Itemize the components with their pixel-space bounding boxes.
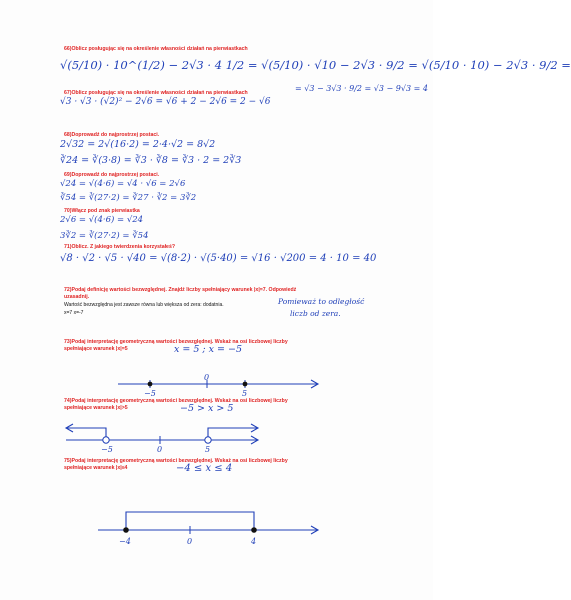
- task-67-work: √3 · √3 · (√2)² − 2√6 = √6 + 2 − 2√6 = 2 − √6: [60, 97, 271, 107]
- task-75-prompt-line-1: 75)Podaj interpretację geometryczną wartości bezwzględnej. Wskaż na osi liczbowej liczby: [64, 458, 288, 464]
- task-70-prompt: 70)Włącz pod znak pierwiastka: [64, 208, 140, 214]
- line-73-tick-5: 5: [242, 389, 248, 398]
- task-73-work: x = 5 ; x = −5: [174, 344, 243, 355]
- task-68-line-1: 2√32 = 2√(16·2) = 2·4·√2 = 8√2: [60, 139, 216, 150]
- task-71-prompt: 71)Oblicz. Z jakiego twierdzenia korzystałeś?: [64, 244, 175, 250]
- line-75-tick-neg4: −4: [119, 537, 131, 546]
- task-75-prompt-line-2: spełniające warunek |x|≤4: [64, 465, 128, 471]
- line-73-tick-neg5: −5: [144, 389, 156, 398]
- task-72-definition: Wartość bezwzględna jest zawsze równa lub większa od zera: dodatnia.: [64, 302, 224, 308]
- task-74-prompt-line-2: spełniające warunek |x|>5: [64, 405, 128, 411]
- task-67-prompt: 67)Oblicz posługując się na określenie własności działań na pierwiastkach: [64, 90, 248, 96]
- task-69-line-1: √24 = √(4·6) = √4 · √6 = 2√6: [60, 179, 186, 189]
- task-69-prompt: 69)Doprowadź do najprostrzej postaci.: [64, 172, 160, 178]
- task-73-prompt-line-1: 73)Podaj interpretację geometryczną wartości bezwzględnej. Wskaż na osi liczbowej liczby: [64, 339, 288, 345]
- line-74-tick-neg5: −5: [101, 445, 113, 454]
- task-72-note-line-2: liczb od zera.: [290, 309, 341, 318]
- task-68-prompt: 68)Doprowadź do najprostrzej postaci.: [64, 132, 160, 138]
- line-75-tick-4: 4: [251, 537, 257, 546]
- task-71-work: √8 · √2 · √5 · √40 = √(8·2) · √(5·40) = √16 · √200 = 4 · 10 = 40: [60, 253, 377, 264]
- task-73-prompt-line-2: spełniające warunek |x|=5: [64, 346, 128, 352]
- line-74-tick-5: 5: [205, 445, 211, 454]
- task-74-prompt-line-1: 74)Podaj interpretację geometryczną wartości bezwzględnej. Wskaż na osi liczbowej liczby: [64, 398, 288, 404]
- task-70-line-2: 3∛2 = ∛(27·2) = ∛54: [60, 231, 149, 241]
- task-69-line-2: ∛54 = ∛(27·2) = ∛27 · ∛2 = 3∛2: [60, 193, 197, 203]
- line-75-tick-0: 0: [187, 537, 193, 546]
- task-72-answer: x=7 x=-7: [64, 310, 84, 316]
- task-68-line-2: ∛24 = ∛(3·8) = ∛3 · ∛8 = ∛3 · 2 = 2∛3: [60, 155, 242, 166]
- task-66-prompt: 66)Oblicz posługując się na określenie własności działań na pierwiastkach: [64, 46, 248, 52]
- line-73-tick-0: 0: [204, 373, 210, 382]
- task-72-prompt-line-2: uzasadnij.: [64, 294, 90, 300]
- task-74-work: −5 > x > 5: [180, 403, 234, 414]
- task-70-line-1: 2√6 = √(4·6) = √24: [60, 215, 144, 225]
- task-75-work: −4 ≤ x ≤ 4: [176, 463, 233, 474]
- task-66-work: √(5/10) · 10^(1/2) − 2√3 · 4 1/2 = √(5/10) · √10 − 2√3 · 9/2 = √(5/10 · 10) − 2√3 · 9/2 =: [60, 58, 571, 72]
- task-67-work-right: = √3 − 3√3 · 9/2 = √3 − 9√3 = 4: [295, 84, 428, 93]
- task-72-note-line-1: Pomieważ to odległość: [278, 297, 365, 306]
- task-72-prompt-line-1: 72)Podaj definicję wartości bezwzględnej. Znajdź liczby spełniający warunek |x|=7. Odpowiedź: [64, 287, 297, 293]
- line-74-tick-0: 0: [157, 445, 163, 454]
